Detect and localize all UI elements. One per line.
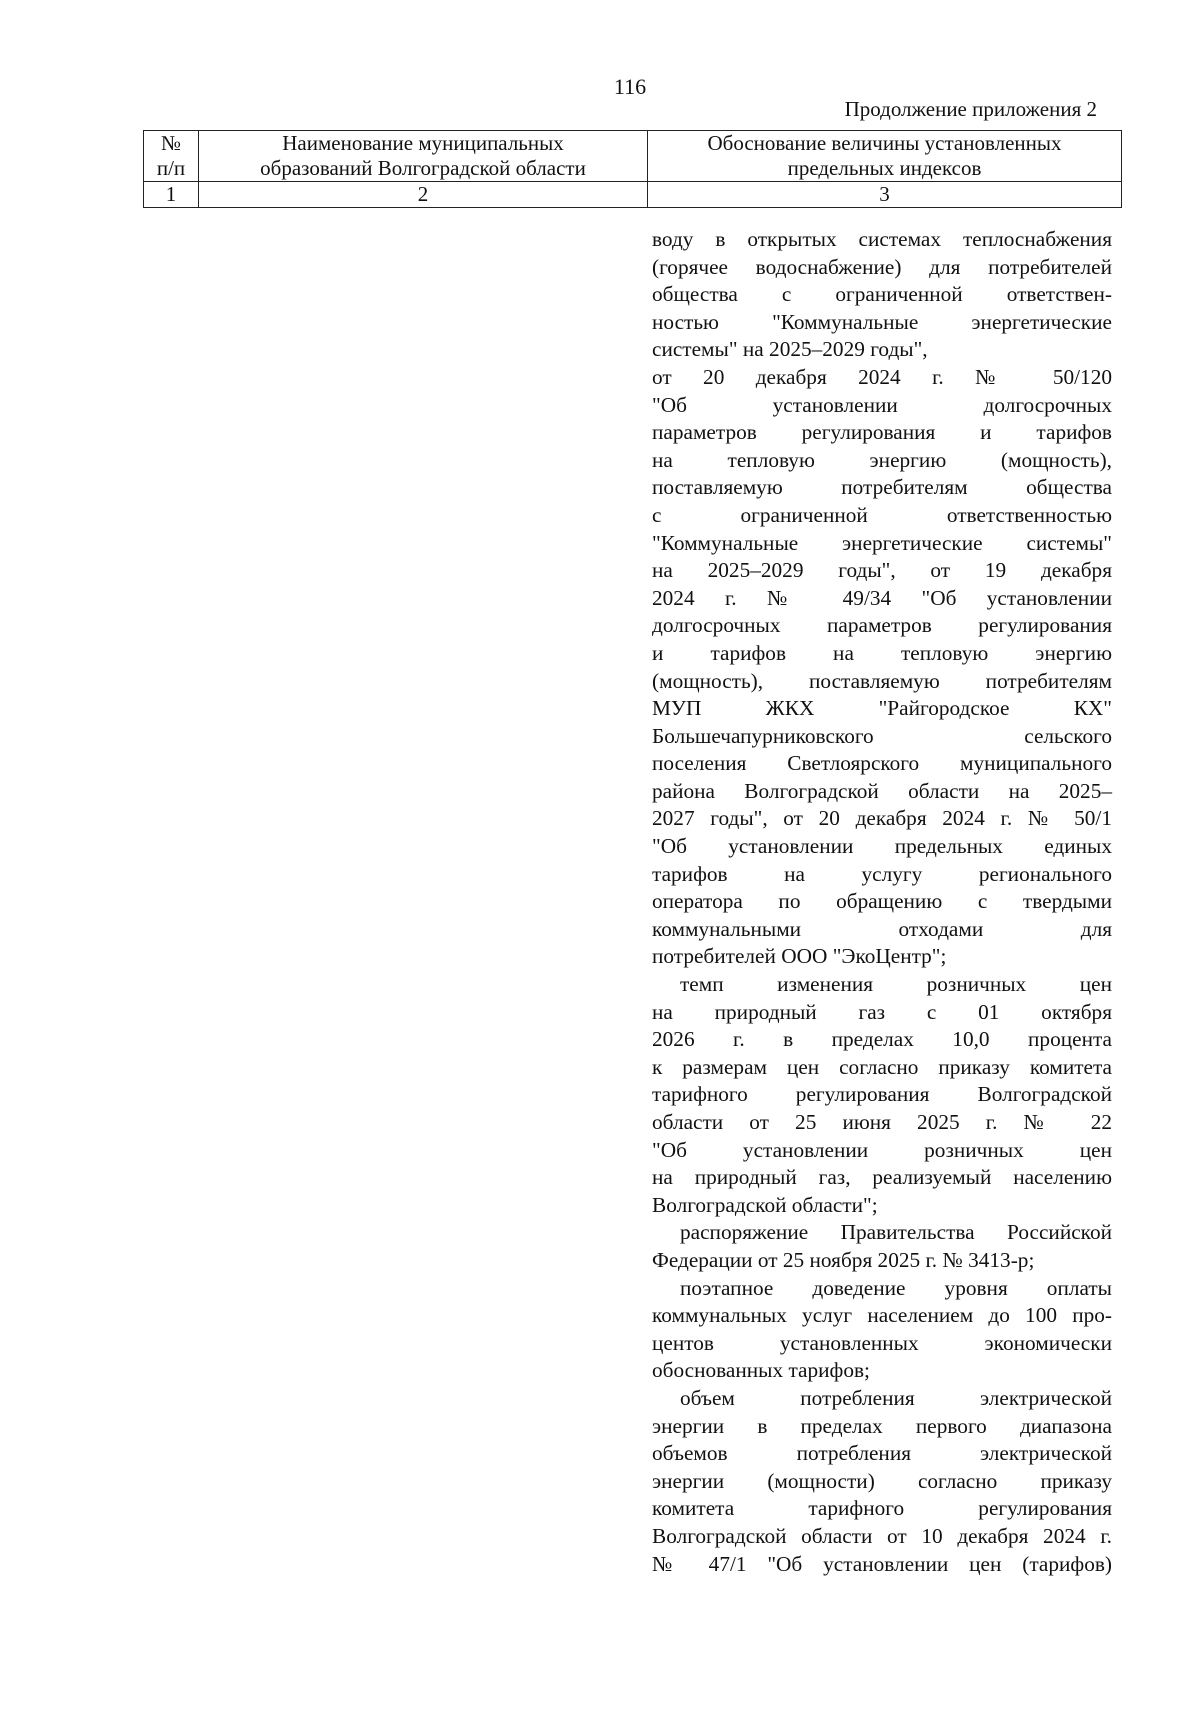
col-number-3: 3	[648, 182, 1122, 208]
text-line: на 2025–2029 годы", от 19 декабря	[652, 558, 1112, 583]
text-line: области от 25 июня 2025 г. № 22	[652, 1110, 1112, 1134]
text-line: центов установленных экономически	[652, 1330, 1112, 1355]
header-col-justification: Обоснование величины установленных предельных индексов	[648, 131, 1122, 182]
text-line: Федерации от 25 ноября 2025 г. № 3413-р;	[652, 1247, 1035, 1272]
text-line: 2024 г. № 49/34 "Об установлении	[652, 585, 1112, 610]
text-line: к размерам цен согласно приказу комитета	[652, 1054, 1112, 1079]
text-line: поставляемую потребителям общества	[652, 475, 1112, 500]
text-line: № 47/1 "Об установлении цен (тарифов)	[652, 1551, 1112, 1576]
text-line: энергии в пределах первого диапазона	[652, 1413, 1112, 1438]
text-line: потребителей ООО "ЭкоЦентр";	[652, 944, 947, 969]
text-line: ностью "Коммунальные энергетические	[652, 309, 1112, 334]
text-line: (горячее водоснабжение) для потребителей	[652, 254, 1112, 279]
text-line: "Коммунальные энергетические системы"	[652, 530, 1112, 555]
text-line: энергии (мощности) согласно приказу	[652, 1468, 1112, 1493]
text-line: общества с ограниченной ответствен-	[652, 282, 1112, 307]
text-line: поэтапное доведение уровня оплаты	[680, 1275, 1112, 1300]
text-line: параметров регулирования и тарифов	[652, 420, 1112, 445]
text-line: долгосрочных параметров регулирования	[652, 613, 1112, 638]
text-line: объемов потребления электрической	[652, 1441, 1112, 1466]
text-line: объем потребления электрической	[680, 1385, 1112, 1410]
col-number-2: 2	[199, 182, 648, 208]
text-line: оператора по обращению с твердыми	[652, 889, 1112, 914]
continuation-label: Продолжение приложения 2	[844, 97, 1097, 121]
text-line: от 20 декабря 2024 г. № 50/120	[652, 364, 1112, 389]
text-line: на природный газ, реализуемый населению	[652, 1165, 1112, 1190]
text-line: Большечапурниковского сельского	[652, 723, 1112, 748]
text-line: с ограниченной ответственностью	[652, 502, 1112, 527]
text-line: темп изменения розничных цен	[680, 972, 1112, 997]
text-line: на природный газ с 01 октября	[652, 999, 1112, 1024]
text-line: коммунальными отходами для	[652, 916, 1112, 941]
text-line: 2026 г. в пределах 10,0 процента	[652, 1027, 1112, 1052]
text-line: тарифов на услугу регионального	[652, 861, 1112, 886]
text-line: и тарифов на тепловую энергию	[652, 640, 1112, 665]
text-line: 2027 годы", от 20 декабря 2024 г. № 50/1	[652, 806, 1112, 831]
col-number-1: 1	[144, 182, 199, 208]
text-line: коммунальных услуг населением до 100 про-	[652, 1303, 1112, 1328]
text-line: на тепловую энергию (мощность),	[652, 447, 1112, 472]
text-line: системы" на 2025–2029 годы",	[652, 337, 928, 362]
page-number: 116	[613, 74, 647, 99]
text-line: района Волгоградской области на 2025–	[652, 778, 1112, 803]
text-line: тарифного регулирования Волгоградской	[652, 1082, 1112, 1107]
text-line: Волгоградской области";	[652, 1192, 878, 1217]
text-line: "Об установлении предельных единых	[652, 834, 1112, 859]
header-col-municipality: Наименование муниципальных образований Волгоградской области	[199, 131, 648, 182]
text-line: воду в открытых системах теплоснабжения	[652, 227, 1112, 251]
text-line: комитета тарифного регулирования	[652, 1496, 1112, 1521]
text-line: поселения Светлоярского муниципального	[652, 751, 1112, 776]
text-line: Волгоградской области от 10 декабря 2024 г.	[652, 1523, 1112, 1548]
text-line: распоряжение Правительства Российской	[680, 1220, 1112, 1245]
header-col-number: № п/п	[144, 131, 199, 182]
text-line: "Об установлении долгосрочных	[652, 392, 1112, 417]
justification-text	[652, 226, 1112, 1578]
table-header	[143, 130, 1122, 208]
text-line: (мощность), поставляемую потребителям	[652, 668, 1112, 693]
text-line: обоснованных тарифов;	[652, 1358, 870, 1383]
text-line: "Об установлении розничных цен	[652, 1137, 1112, 1162]
text-line: МУП ЖКХ "Райгородское КХ"	[652, 696, 1112, 721]
